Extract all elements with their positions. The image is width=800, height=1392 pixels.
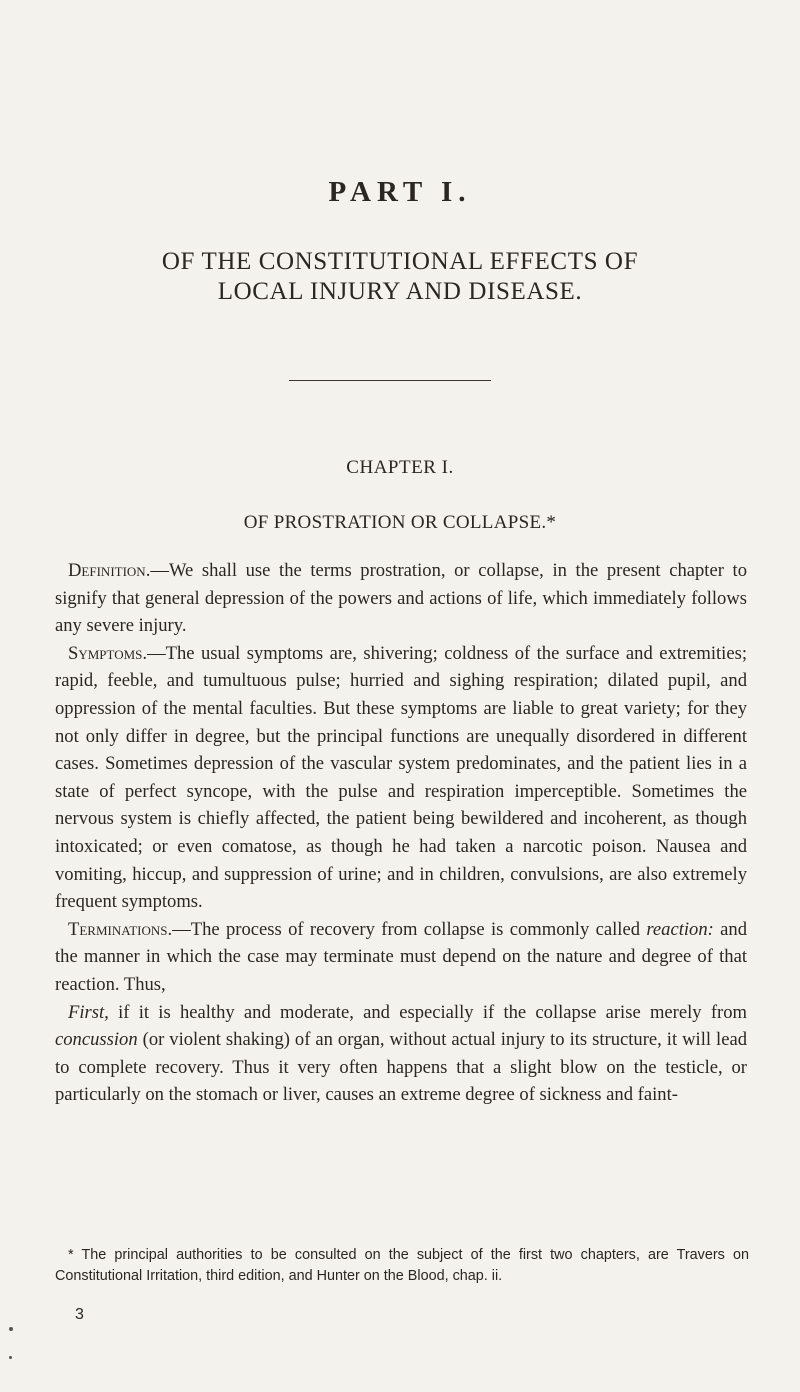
part-title-line-2: LOCAL INJURY AND DISEASE. xyxy=(217,278,583,305)
first-text-b: (or violent shaking) of an organ, without actual injury to its structure, it will lead to complete recovery. Thus it very often happens that a slight blow on the testicle, or particularly on the stomach or liver, causes an extreme degree of sickness and faint- xyxy=(55,1029,747,1106)
part-title xyxy=(0,247,800,307)
page-speck xyxy=(9,1356,12,1359)
section-divider xyxy=(289,380,491,381)
part-title-line-1: OF THE CONSTITUTIONAL EFFECTS OF xyxy=(161,248,639,275)
terminations-heading: Terminations. xyxy=(68,918,173,940)
first-text-a: if it is healthy and moderate, and especially if the collapse arise merely from xyxy=(108,1001,747,1023)
chapter-title: OF PROSTRATION OR COLLAPSE.* xyxy=(243,512,557,533)
definition-paragraph xyxy=(55,557,747,640)
concussion-term: concussion xyxy=(55,1029,138,1051)
terminations-text-a: —The process of recovery from collapse is commonly called xyxy=(172,918,647,940)
terminations-text-b: and the manner in which the case may terminate must depend on the nature and degree of that reaction. Thus, xyxy=(55,918,747,995)
symptoms-heading: Symptoms. xyxy=(68,642,148,664)
chapter-body xyxy=(55,557,747,1109)
symptoms-text: —The usual symptoms are, shivering; coldness of the surface and extremities; rapid, feeble, and tumultuous pulse; hurried and sighing respiration; dilated pupil, and oppression of the mental faculties. But these symptoms are liable to great variety; for they not only differ in degree, but the principal functions are unequally disordered in different cases. Sometimes depression of the vascular system predominates, and the patient lies in a state of perfect syncope, with the pulse and respiration imperceptible. Sometimes the nervous system is chiefly affected, the patient being bewildered and incoherent, as though intoxicated; or even comatose, as though he had taken a narcotic poison. Nausea and vomiting, hiccup, and suppression of urine; and in children, convulsions, are also extremely frequent symptoms. xyxy=(55,642,747,913)
definition-text: —We shall use the terms prostration, or collapse, in the present chapter to signify that general depression of the powers and actions of life, which immediately follows any severe injury. xyxy=(55,560,747,637)
signature-mark: 3 xyxy=(75,1306,84,1323)
symptoms-paragraph xyxy=(55,640,747,916)
footnote-text: * The principal authorities to be consulted on the subject of the first two chapters, are Travers on Constitutional Irritation, third edition, and Hunter on the Blood, chap. ii. xyxy=(55,1247,749,1284)
page-speck xyxy=(9,1327,13,1331)
chapter-heading: CHAPTER I. xyxy=(346,457,454,478)
definition-heading: Definition. xyxy=(68,560,151,581)
reaction-term: reaction: xyxy=(646,918,714,940)
terminations-paragraph xyxy=(55,916,747,999)
first-term: First, xyxy=(68,1001,109,1023)
part-heading: PART I. xyxy=(328,176,472,208)
first-paragraph xyxy=(55,999,747,1109)
footnote xyxy=(55,1245,749,1287)
